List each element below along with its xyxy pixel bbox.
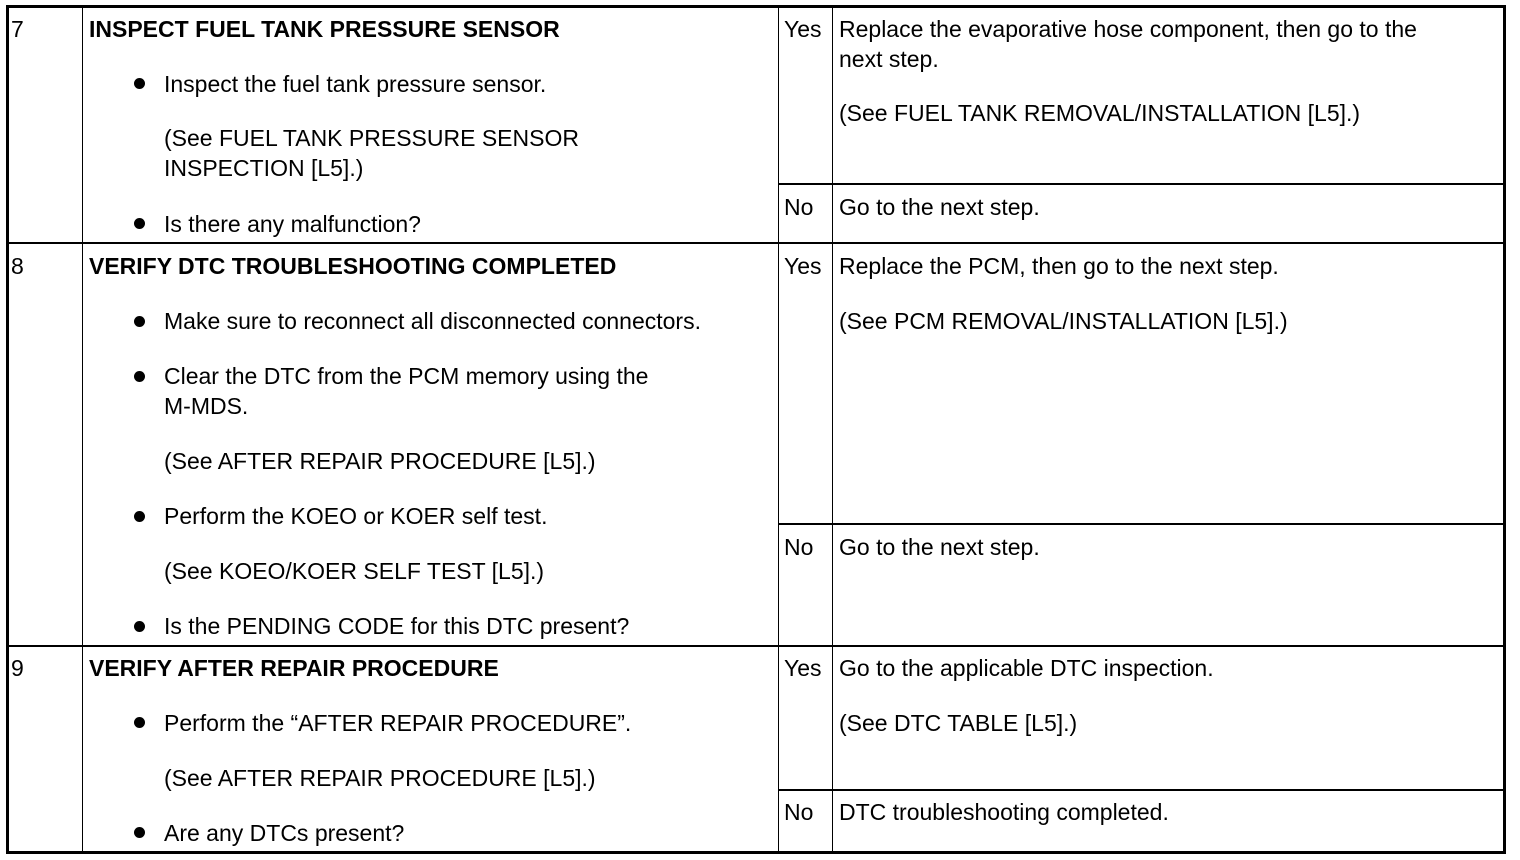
check-item: Is there any malfunction?	[164, 211, 421, 237]
reference-text: (See FUEL TANK REMOVAL/INSTALLATION [L5].)	[839, 100, 1361, 126]
step-number: 9	[11, 655, 24, 681]
no-label: No	[784, 534, 814, 560]
check-item: Make sure to reconnect all disconnected connectors.	[164, 308, 701, 334]
reference-text: INSPECTION [L5].)	[164, 155, 364, 181]
check-item: Is the PENDING CODE for this DTC present?	[164, 613, 630, 639]
step-title: VERIFY AFTER REPAIR PROCEDURE	[89, 655, 499, 681]
bullet-icon	[134, 717, 145, 728]
reference-text: (See FUEL TANK PRESSURE SENSOR	[164, 125, 579, 151]
check-item: Perform the “AFTER REPAIR PROCEDURE”.	[164, 710, 632, 736]
yes-label: Yes	[784, 655, 822, 681]
yes-no-divider	[778, 183, 1506, 185]
yes-action: Replace the PCM, then go to the next step.	[839, 253, 1279, 279]
bullet-icon	[134, 827, 145, 838]
check-item: M-MDS.	[164, 393, 249, 419]
step-number: 7	[11, 16, 24, 42]
check-item: Inspect the fuel tank pressure sensor.	[164, 71, 547, 97]
row-divider	[6, 242, 1506, 244]
no-label: No	[784, 799, 814, 825]
step-title: VERIFY DTC TROUBLESHOOTING COMPLETED	[89, 253, 617, 279]
column-divider	[832, 5, 833, 854]
reference-text: (See AFTER REPAIR PROCEDURE [L5].)	[164, 765, 596, 791]
step-title: INSPECT FUEL TANK PRESSURE SENSOR	[89, 16, 560, 42]
row-divider	[6, 645, 1506, 647]
check-item: Perform the KOEO or KOER self test.	[164, 503, 548, 529]
reference-text: (See KOEO/KOER SELF TEST [L5].)	[164, 558, 545, 584]
step-number: 8	[11, 253, 24, 279]
bullet-icon	[134, 78, 145, 89]
yes-action: Go to the applicable DTC inspection.	[839, 655, 1214, 681]
column-divider	[82, 5, 83, 854]
no-label: No	[784, 194, 814, 220]
column-divider	[778, 5, 779, 854]
check-item: Are any DTCs present?	[164, 820, 405, 846]
yes-label: Yes	[784, 253, 822, 279]
bullet-icon	[134, 218, 145, 229]
no-action: Go to the next step.	[839, 194, 1040, 220]
bullet-icon	[134, 371, 145, 382]
reference-text: (See AFTER REPAIR PROCEDURE [L5].)	[164, 448, 596, 474]
no-action: Go to the next step.	[839, 534, 1040, 560]
yes-no-divider	[778, 523, 1506, 525]
bullet-icon	[134, 511, 145, 522]
bullet-icon	[134, 621, 145, 632]
no-action: DTC troubleshooting completed.	[839, 799, 1169, 825]
reference-text: (See PCM REMOVAL/INSTALLATION [L5].)	[839, 308, 1288, 334]
yes-action: next step.	[839, 46, 939, 72]
yes-action: Replace the evaporative hose component, then go to the	[839, 16, 1417, 42]
yes-no-divider	[778, 789, 1506, 791]
check-item: Clear the DTC from the PCM memory using the	[164, 363, 649, 389]
yes-label: Yes	[784, 16, 822, 42]
bullet-icon	[134, 316, 145, 327]
reference-text: (See DTC TABLE [L5].)	[839, 710, 1078, 736]
